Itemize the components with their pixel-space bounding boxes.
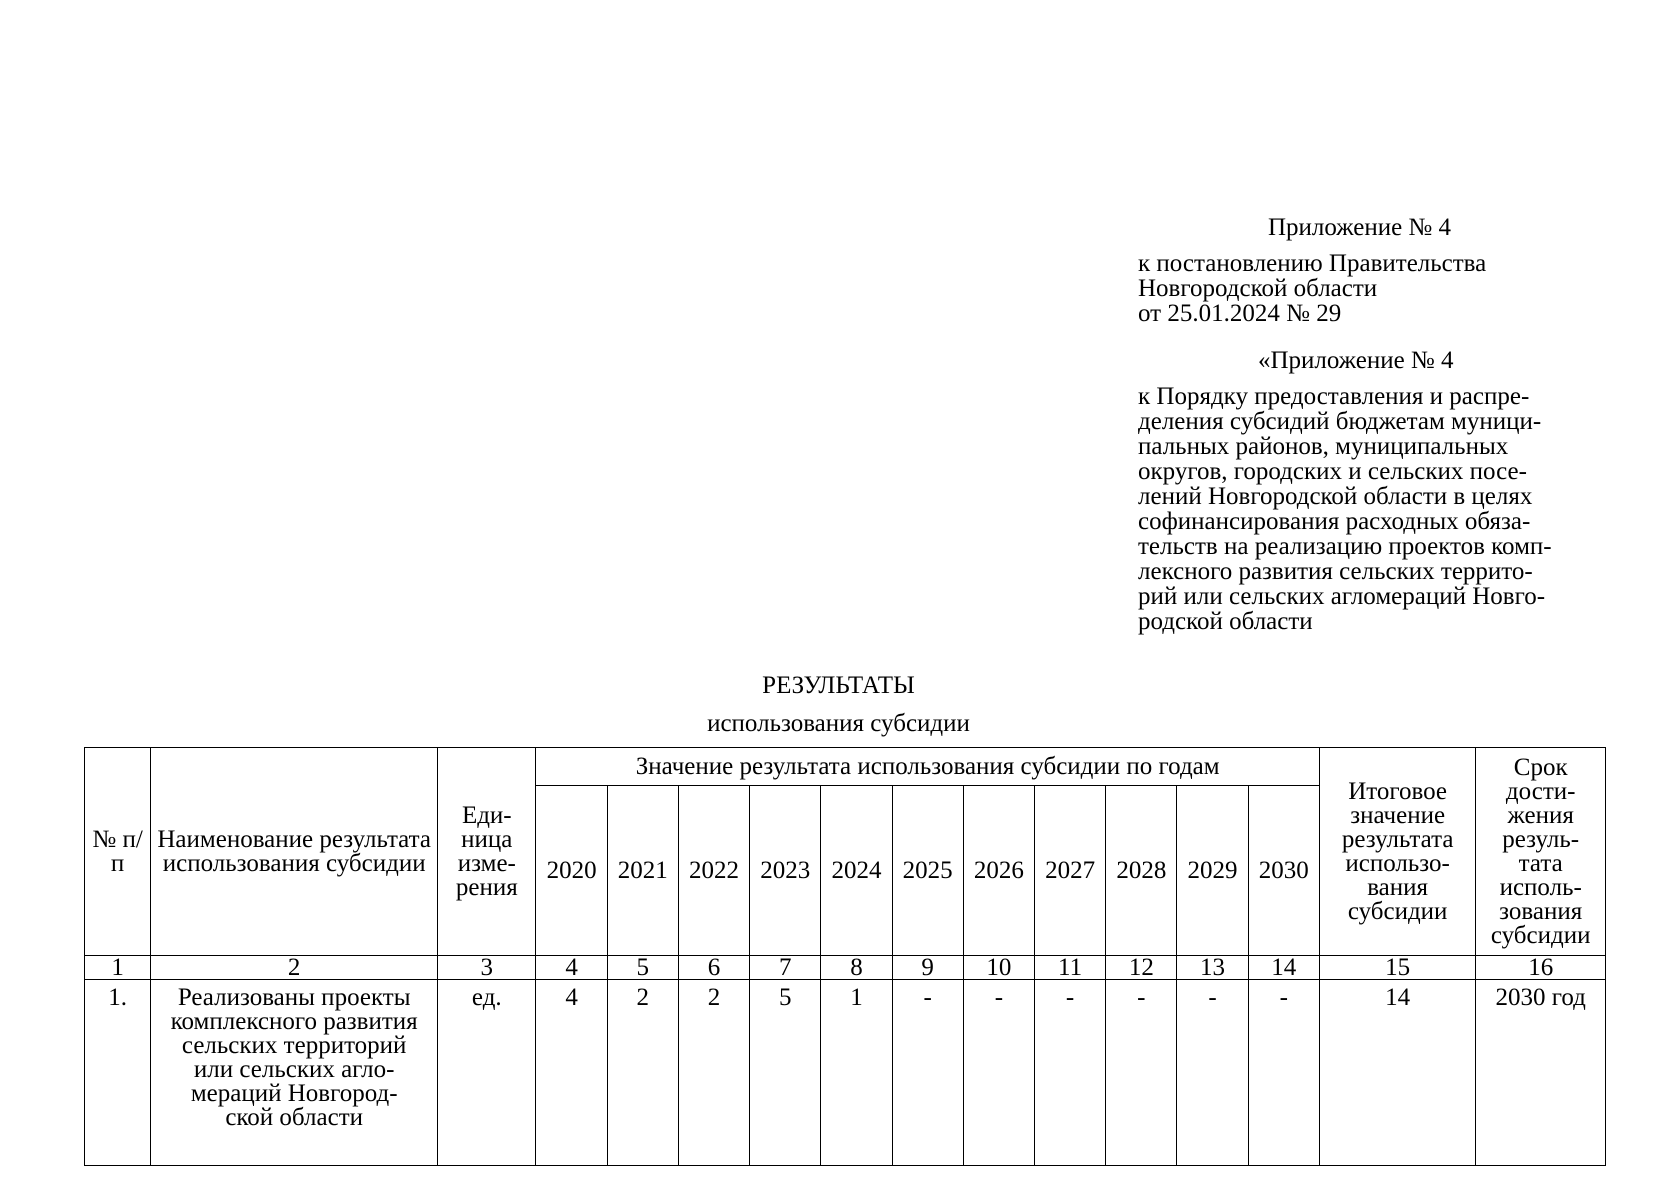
column-number: 11 — [1034, 956, 1105, 980]
header-year: 2020 — [536, 786, 607, 956]
row-unit: ед. — [438, 980, 536, 1166]
row-deadline: 2030 год — [1476, 980, 1606, 1166]
header-year: 2025 — [892, 786, 963, 956]
column-number: 16 — [1476, 956, 1606, 980]
column-number: 8 — [821, 956, 892, 980]
procedure-attachment-line: лений Новгородской области в целях — [1138, 483, 1533, 510]
header-year: 2026 — [963, 786, 1034, 956]
procedure-attachment-line: софинансирования расходных обяза- — [1138, 508, 1531, 535]
row-year-value: 2 — [607, 980, 678, 1166]
column-number: 14 — [1248, 956, 1319, 980]
header-year: 2023 — [750, 786, 821, 956]
header-year: 2022 — [678, 786, 749, 956]
row-year-value: 1 — [821, 980, 892, 1166]
procedure-attachment-line: тельств на реализацию проектов комп- — [1138, 533, 1552, 560]
header-year: 2029 — [1177, 786, 1248, 956]
header-total: Итоговое значение результата использо- вания субсидии — [1319, 748, 1476, 956]
row-year-value: 2 — [678, 980, 749, 1166]
column-numbers-row — [85, 956, 1606, 980]
row-year-value: - — [1177, 980, 1248, 1166]
attachment-block — [1138, 215, 1608, 326]
header-year: 2024 — [821, 786, 892, 956]
column-number: 15 — [1319, 956, 1476, 980]
column-number: 6 — [678, 956, 749, 980]
procedure-attachment-block — [1138, 348, 1608, 634]
header-year: 2030 — [1248, 786, 1319, 956]
column-number: 5 — [607, 956, 678, 980]
procedure-attachment-line: к Порядку предоставления и распре- — [1138, 383, 1530, 410]
header-num: № п/п — [85, 748, 151, 956]
row-year-value: 5 — [750, 980, 821, 1166]
row-year-value: - — [1248, 980, 1319, 1166]
column-number: 12 — [1106, 956, 1177, 980]
header-deadline: Срок дости- жения резуль- тата исполь- зования субсидии — [1476, 748, 1606, 956]
column-number: 10 — [963, 956, 1034, 980]
header-year: 2028 — [1106, 786, 1177, 956]
column-number: 1 — [85, 956, 151, 980]
row-year-value: - — [892, 980, 963, 1166]
column-number: 9 — [892, 956, 963, 980]
procedure-attachment-line: родской области — [1138, 608, 1313, 635]
row-name: Реализованы проекты комплексного развития сельских территорий или сельских агло- мераций Новгород- ской области — [151, 980, 438, 1166]
column-number: 2 — [151, 956, 438, 980]
row-total: 14 — [1319, 980, 1476, 1166]
document-title: РЕЗУЛЬТАТЫ — [762, 672, 915, 699]
column-number: 4 — [536, 956, 607, 980]
header-unit: Еди- ница изме- рения — [438, 748, 536, 956]
header-name: Наименование результата использования субсидии — [151, 748, 438, 956]
procedure-attachment-line: лексного развития сельских террито- — [1138, 558, 1533, 585]
header-year: 2027 — [1034, 786, 1105, 956]
procedure-attachment-heading: «Приложение № 4 — [1258, 347, 1454, 374]
table-row — [85, 980, 1606, 1166]
attachment-line: от 25.01.2024 № 29 — [1138, 300, 1342, 327]
header-year: 2021 — [607, 786, 678, 956]
document-subtitle: использования субсидии — [707, 710, 970, 737]
attachment-line: Новгородской области — [1138, 275, 1378, 302]
row-year-value: 4 — [536, 980, 607, 1166]
row-number: 1. — [85, 980, 151, 1166]
procedure-attachment-line: деления субсидий бюджетам муници- — [1138, 408, 1542, 435]
attachment-line: к постановлению Правительства — [1138, 250, 1487, 277]
header-years-group: Значение результата использования субсидии по годам — [536, 748, 1319, 786]
row-year-value: - — [963, 980, 1034, 1166]
column-number: 13 — [1177, 956, 1248, 980]
row-year-value: - — [1106, 980, 1177, 1166]
row-year-value: - — [1034, 980, 1105, 1166]
procedure-attachment-line: рий или сельских агломераций Новго- — [1138, 583, 1546, 610]
procedure-attachment-line: округов, городских и сельских посе- — [1138, 458, 1527, 485]
column-number: 3 — [438, 956, 536, 980]
procedure-attachment-line: пальных районов, муниципальных — [1138, 433, 1509, 460]
attachment-heading: Приложение № 4 — [1268, 214, 1452, 241]
column-number: 7 — [750, 956, 821, 980]
results-table — [84, 747, 1606, 1166]
